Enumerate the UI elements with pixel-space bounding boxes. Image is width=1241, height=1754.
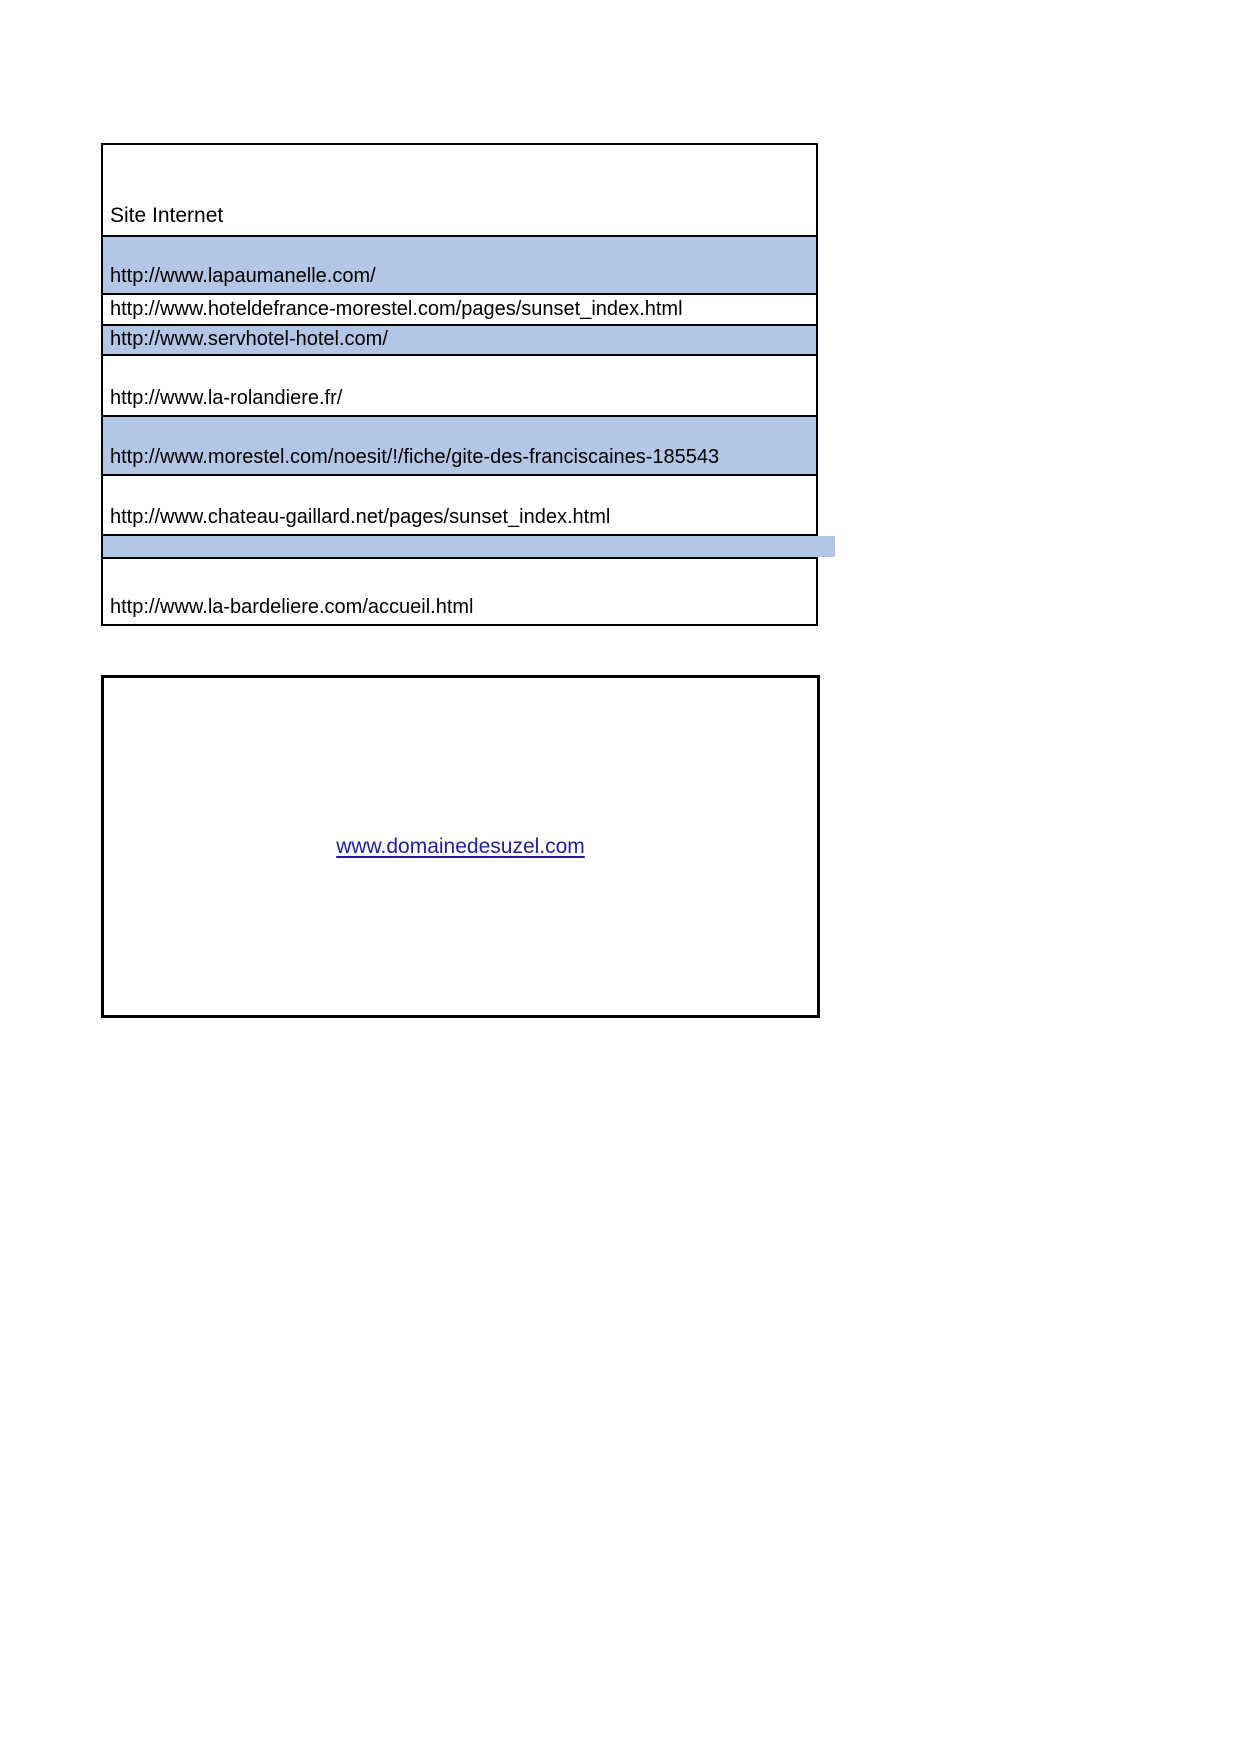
url-row-servhotel xyxy=(103,326,816,356)
link-box xyxy=(101,675,820,1018)
table-header-site-internet xyxy=(103,145,816,237)
url-text: http://www.la-rolandiere.fr/ xyxy=(110,387,343,409)
site-internet-table xyxy=(101,143,818,626)
highlight-overflow xyxy=(814,536,835,557)
url-row-morestel xyxy=(103,417,816,476)
url-row-lapaumanelle xyxy=(103,237,816,295)
url-text: http://www.lapaumanelle.com/ xyxy=(110,265,376,287)
url-text: http://www.servhotel-hotel.com/ xyxy=(110,328,388,350)
url-row-la-bardeliere xyxy=(103,559,816,624)
domainedesuzel-link[interactable]: www.domainedesuzel.com xyxy=(336,834,585,858)
url-text: http://www.la-bardeliere.com/accueil.html xyxy=(110,596,474,618)
url-text: http://www.morestel.com/noesit/!/fiche/gite-des-franciscaines-185543 xyxy=(110,446,720,468)
url-row-hoteldefrance xyxy=(103,295,816,326)
url-text: http://www.chateau-gaillard.net/pages/sunset_index.html xyxy=(110,506,611,528)
url-row-chateau-gaillard xyxy=(103,476,816,536)
url-row-la-rolandiere xyxy=(103,356,816,417)
url-text: http://www.hoteldefrance-morestel.com/pages/sunset_index.html xyxy=(110,298,683,320)
url-row-empty xyxy=(103,536,816,559)
table-header-label: Site Internet xyxy=(110,203,224,227)
